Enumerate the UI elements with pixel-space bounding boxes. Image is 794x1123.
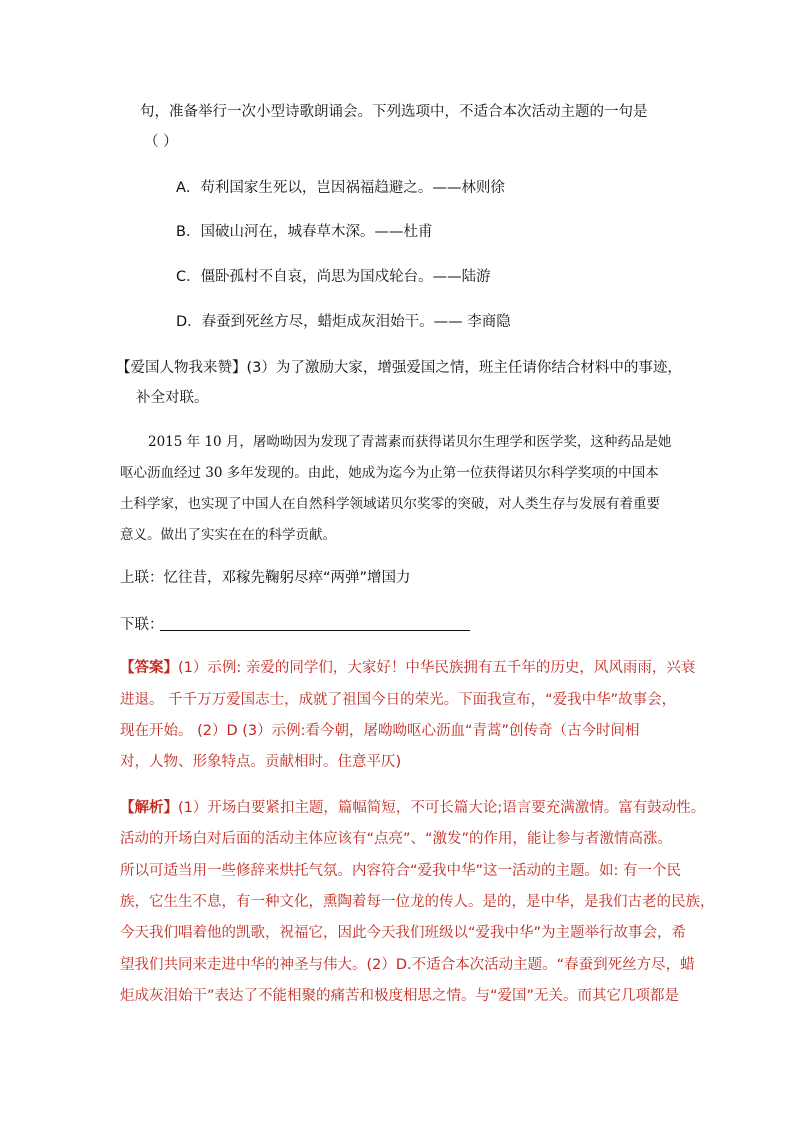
question3-line2: 补全对联。 — [136, 390, 209, 406]
answer-text: (1）示例: 亲爱的同学们，大家好！中华民族拥有五千年的历史，风风雨雨，兴衰 — [178, 660, 696, 676]
analysis-line: 今天我们唱着他的凯歌，祝福它，因此今天我们班级以“爱我中华”为主题举行故事会，希 — [120, 925, 687, 941]
analysis-line: 所以可适当用一些修辞来烘托气氛。内容符合“爱我中华”这一活动的主题。如: 有一个民 — [120, 863, 682, 879]
analysis-line: 族，它生生不息，有一种文化，熏陶着每一位龙的传人。是的，是中华，是我们古老的民族， — [120, 894, 715, 910]
couplet-lower-blank — [160, 630, 470, 631]
analysis-text: (1）开场白要紧扣主题，篇幅简短，不可长篇大论;语言要充满激情。富有鼓动性。 — [178, 800, 706, 816]
option-a: A．苟利国家生死以，岂因祸福趋避之。——林则徐 — [176, 180, 505, 196]
answer-tag: 【答案】 — [120, 660, 178, 676]
question-stem-line: 句，准备举行一次小型诗歌朗诵会。下列选项中，不适合本次活动主题的一句是 — [140, 104, 648, 120]
analysis-tag: 【解析】 — [120, 800, 178, 816]
material-line: 2015 年 10 月，屠呦呦因为发现了青蒿素而获得诺贝尔生理学和医学奖，这种药品是她 — [148, 434, 672, 450]
couplet-upper: 上联：忆往昔，邓稼先鞠躬尽瘁“两弹”增国力 — [120, 570, 411, 586]
answer-parentheses: （ ） — [144, 134, 178, 150]
question3-line1: 【爱国人物我来赞】(3）为了激励大家，增强爱国之情，班主任请你结合材料中的事迹， — [116, 360, 682, 376]
analysis-line: 炬成灰泪始干”表达了不能相聚的痛苦和极度相思之情。与“爱国”无关。而其它几项都是 — [120, 988, 680, 1004]
analysis-line: 望我们共同来走进中华的神圣与伟大。(2）D.不适合本次活动主题。“春蚕到死丝方尽，蜡 — [120, 957, 695, 973]
answer-line: 现在开始。 (2）D (3）示例:看今朝，屠呦呦呕心沥血“青蒿”创传奇（古今时间相 — [120, 723, 640, 739]
answer-line-1 — [120, 658, 695, 678]
option-d: D．春蚕到死丝方尽，蜡炬成灰泪始干。—— 李商隐 — [176, 314, 511, 330]
material-line: 呕心沥血经过 30 多年发现的。由此，她成为迄今为止第一位获得诺贝尔科学奖项的中国本 — [120, 465, 659, 481]
couplet-lower-label: 下联： — [120, 617, 164, 633]
analysis-line: 活动的开场白对后面的活动主体应该有“点亮”、“激发”的作用，能让参与者激情高涨。 — [120, 831, 673, 847]
material-line: 土科学家，也实现了中国人在自然科学领域诺贝尔奖零的突破，对人类生存与发展有着重要 — [120, 496, 660, 512]
analysis-line-1 — [120, 798, 705, 818]
answer-line: 对，人物、形象特点。贡献相时。住意平仄) — [120, 754, 402, 770]
option-b: B．国破山河在，城春草木深。——杜甫 — [176, 224, 433, 240]
material-line: 意义。做出了实实在在的科学贡献。 — [120, 527, 336, 543]
option-c: C．僵卧孤村不自哀，尚思为国戍轮台。——陆游 — [176, 269, 491, 285]
answer-line: 进退。 千千万万爱国志士，成就了祖国今日的荣光。下面我宣布，“爱我中华”故事会， — [120, 692, 677, 708]
